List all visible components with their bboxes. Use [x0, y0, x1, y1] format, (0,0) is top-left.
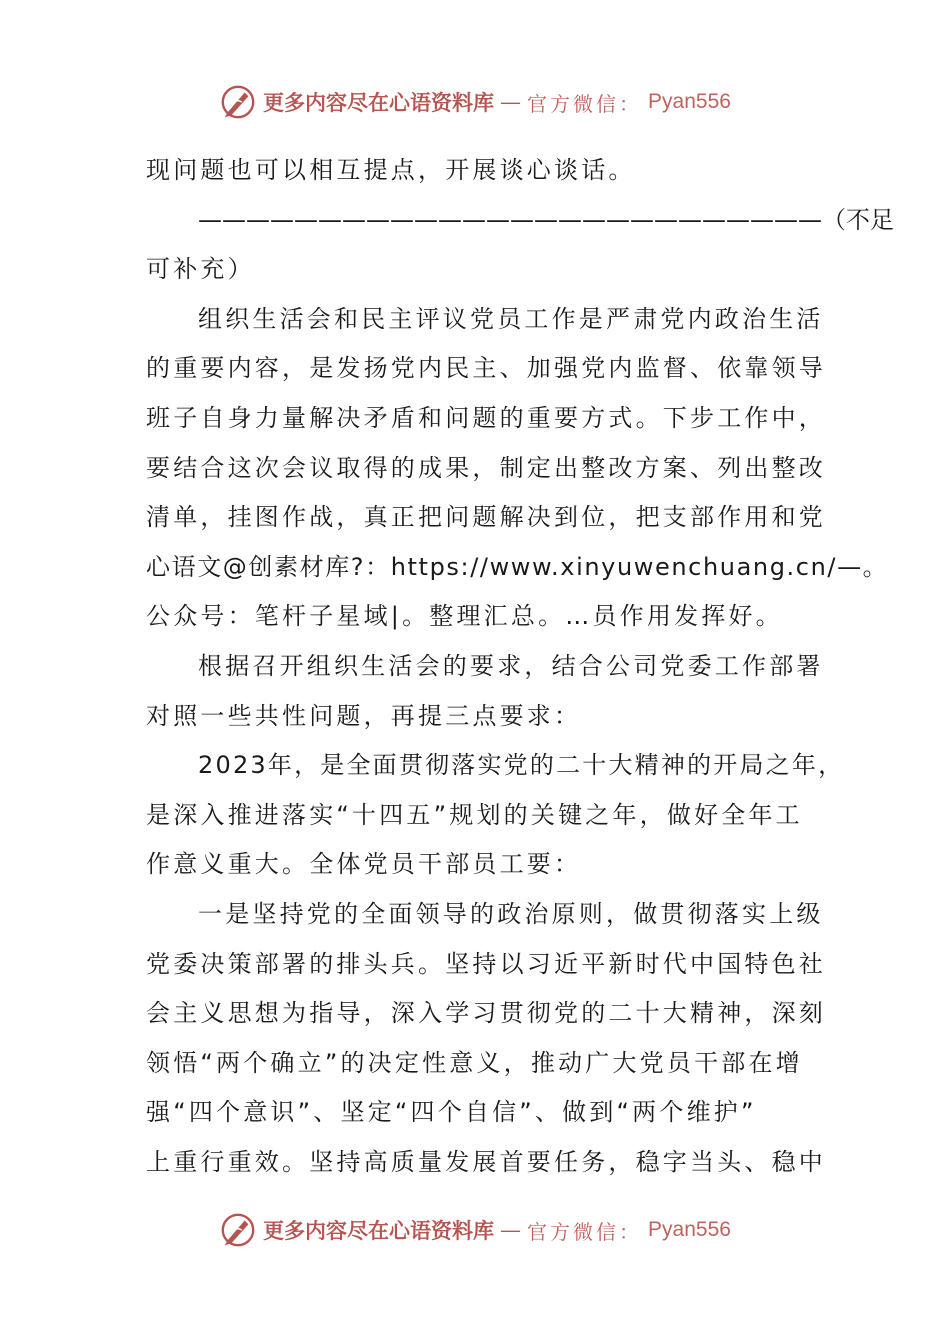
- text-line: 强“四个意识”、坚定“四个自信”、做到“两个维护”: [146, 1098, 757, 1127]
- text-line: 上重行重效。坚持高质量发展首要任务，稳字当头、稳中: [146, 1147, 826, 1176]
- header-banner: [0, 80, 950, 124]
- banner-wechat-id: Pyan556: [648, 1218, 731, 1241]
- text-line: 班子自身力量解决矛盾和问题的重要方式。下步工作中，: [146, 403, 826, 432]
- banner-wechat-id: Pyan556: [648, 90, 731, 113]
- document-body: [146, 146, 894, 1187]
- banner-separator: —: [500, 1218, 522, 1242]
- text-line: 会主义思想为指导，深入学习贯彻党的二十大精神，深刻: [146, 999, 826, 1028]
- footer-banner: [0, 1208, 950, 1252]
- text-line: 作意义重大。全体党员干部员工要：: [146, 850, 582, 879]
- text-line: 心语文@创素材库?：https://www.xinyuwenchuang.cn/—。: [146, 552, 889, 581]
- banner-separator: —: [500, 90, 522, 114]
- pen-logo-icon: [219, 1211, 257, 1249]
- pen-logo-icon: [219, 83, 257, 121]
- text-line: 一是坚持党的全面领导的政治原则，做贯彻落实上级: [198, 899, 824, 928]
- text-line: 是深入推进落实“十四五”规划的关键之年，做好全年工: [146, 800, 803, 829]
- text-line: 的重要内容，是发扬党内民主、加强党内监督、依靠领导: [146, 354, 826, 383]
- banner-wechat-label: 官方微信：: [527, 1219, 643, 1244]
- text-line: 对照一些共性问题，再提三点要求：: [146, 701, 582, 730]
- text-line: 根据召开组织生活会的要求，结合公司党委工作部署: [198, 651, 824, 680]
- text-line: ——————————————————————————（不足: [198, 205, 894, 234]
- text-line: 领悟“两个确立”的决定性意义，推动广大党员干部在增: [146, 1048, 803, 1077]
- text-line: 组织生活会和民主评议党员工作是严肃党内政治生活: [198, 304, 824, 333]
- text-line: 2023年，是全面贯彻落实党的二十大精神的开局之年，: [198, 751, 845, 780]
- text-line: 清单，挂图作战，真正把问题解决到位，把支部作用和党: [146, 503, 826, 532]
- text-line: 可补充）: [146, 255, 255, 284]
- text-line: 党委决策部署的排头兵。坚持以习近平新时代中国特色社: [146, 949, 826, 978]
- banner-brand-text: 更多内容尽在心语资料库: [263, 1218, 495, 1243]
- banner-wechat-label: 官方微信：: [527, 91, 643, 116]
- text-line: 现问题也可以相互提点，开展谈心谈话。: [146, 156, 636, 184]
- text-line: 公众号：笔杆子星域|。整理汇总。…员作用发挥好。: [146, 602, 783, 631]
- text-line: 要结合这次会议取得的成果，制定出整改方案、列出整改: [146, 453, 826, 482]
- banner-brand-text: 更多内容尽在心语资料库: [263, 90, 495, 115]
